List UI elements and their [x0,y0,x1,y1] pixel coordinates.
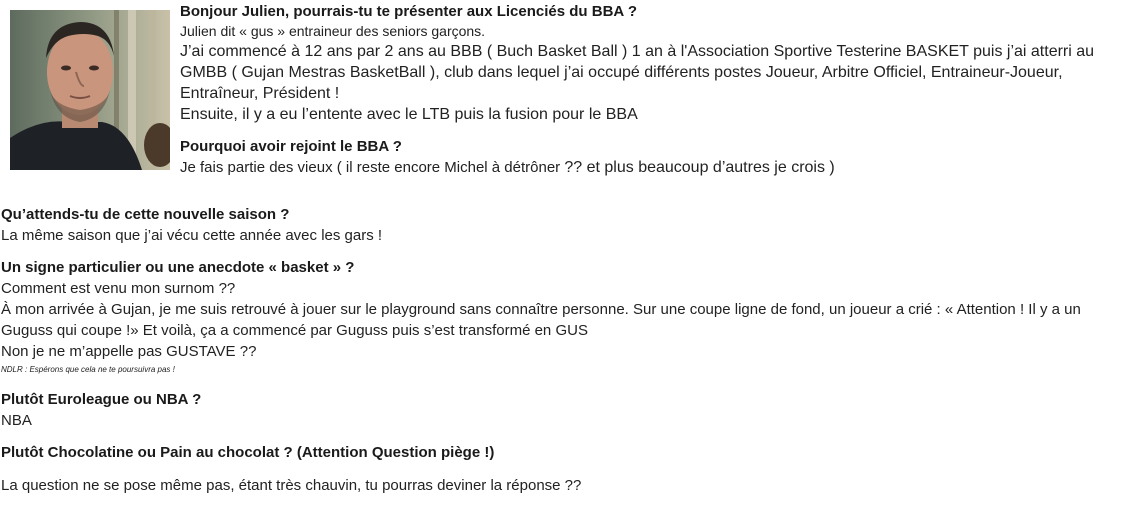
intro-section [180,2,1125,178]
answer-presentation-line3: Ensuite, il y a eu l’entente avec le LTB puis la fusion pour le BBA [180,106,638,123]
portrait-photo-icon [10,10,170,170]
question-season: Qu’attends-tu de cette nouvelle saison ? [1,206,290,223]
answer-why-bba-part2: ?? et plus beaucoup d’autres je crois ) [564,159,835,176]
answer-anecdote-line2: À mon arrivée à Gujan, je me suis retrouvé à jouer sur le playground sans connaître personne. Sur une coupe ligne de fond, un joueur a crié : « Attention ! Il y a un Guguss qui coupe !» Et voilà, ça a commencé par Guguss puis s’est transformé en GUS [1,301,1081,339]
answer-why-bba [180,157,1125,178]
portrait-photo [10,10,170,170]
answer-anecdote-line1: Comment est venu mon surnom ?? [1,280,236,297]
answer-season: La même saison que j’ai vécu cette année avec les gars ! [1,227,383,244]
question-why-bba: Pourquoi avoir rejoint le BBA ? [180,138,402,155]
answer-anecdote-line3: Non je ne m’appelle pas GUSTAVE ?? [1,343,257,360]
main-section [1,205,1126,496]
answer-presentation-line2: J’ai commencé à 12 ans par 2 ans au BBB ( Buch Basket Ball ) 1 an à l'Association Sportive Testerine BASKET puis j’ai atterri au GMBB ( Gujan Mestras BasketBall ), club dans lequel j’ai occupé différents postes Joueur, Arbitre Officiel, Entraineur-Joueur, Entraîneur, Président ! [180,43,1095,102]
question-presentation: Bonjour Julien, pourrais-tu te présenter aux Licenciés du BBA ? [180,3,638,20]
answer-euroleague-nba: NBA [1,412,32,429]
question-chocolatine: Plutôt Chocolatine ou Pain au chocolat ? (Attention Question piège !) [1,444,495,461]
answer-why-bba-part1: Je fais partie des vieux ( il reste encore Michel à détrôner [180,159,565,176]
answer-presentation-line1: Julien dit « gus » entraineur des seniors garçons. [180,23,486,39]
editor-note: NDLR : Espérons que cela ne te poursuivra pas ! [1,365,175,374]
answer-chocolatine: La question ne se pose même pas, étant très chauvin, tu pourras deviner la réponse ?? [1,477,582,494]
question-euroleague-nba: Plutôt Euroleague ou NBA ? [1,391,202,408]
question-anecdote: Un signe particulier ou une anecdote « basket » ? [1,259,355,276]
